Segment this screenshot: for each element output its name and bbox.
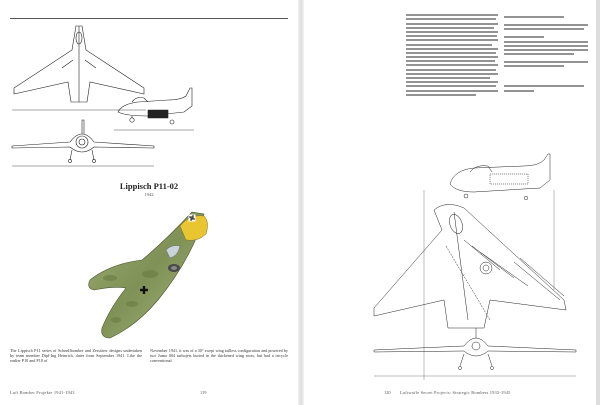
- top-rule: [10, 18, 288, 19]
- aircraft-color-illustration: [80, 204, 220, 340]
- right-text-block: [406, 12, 498, 98]
- left-footer-title: Luft Bomber Projekte 1941-1943: [10, 390, 75, 395]
- three-view-drawing: [8, 20, 290, 168]
- left-page: [0, 0, 298, 405]
- right-page: [304, 0, 600, 405]
- aircraft-caption-title: Lippisch P11-02: [119, 181, 179, 191]
- body-text-column-1: The Lippisch P11 series of Schnellbomber and Zerstörer designs undertaken by team member Dipl-Ing Heinrich, dates from September 1941. Like the earlier P10 and P10 of: [10, 348, 142, 364]
- right-page-number: 120: [384, 390, 391, 395]
- right-footer-title: Luftwaffe Secret Projects: Strategic Bombers 1935-1945: [400, 390, 511, 395]
- left-page-number: 119: [200, 390, 207, 395]
- aircraft-caption-year: 1942: [144, 192, 154, 197]
- page-edge: [596, 0, 600, 405]
- spec-table: [504, 14, 588, 94]
- detail-line-drawing: [314, 150, 584, 390]
- body-text-column-2: November 1941, it was of a 30° swept wing tailless configuration and powered by two Jumo 004 turbojets buried in the thickened wing roots, but had a tricycle conventional: [150, 348, 288, 364]
